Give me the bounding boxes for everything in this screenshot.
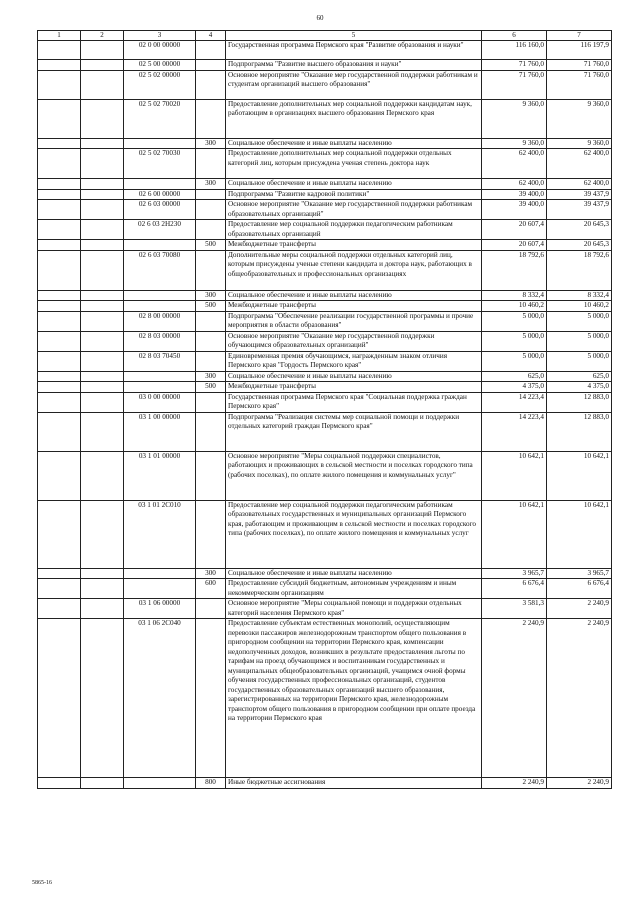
cell-name: Межбюджетные трансферты — [226, 382, 482, 393]
cell-name: Социальное обеспечение и иные выплаты населению — [226, 290, 482, 301]
column-number-row — [38, 31, 612, 41]
cell-value-6: 14 223,4 — [482, 412, 547, 451]
budget-table — [37, 30, 612, 789]
table-row — [38, 290, 612, 301]
cell-value-7: 20 645,3 — [547, 220, 612, 240]
cell-col2 — [81, 179, 124, 190]
cell-name: Подпрограмма "Развитие кадровой политики" — [226, 189, 482, 200]
cell-value-7: 5 000,0 — [547, 331, 612, 351]
table-row — [38, 392, 612, 412]
cell-value-7: 625,0 — [547, 371, 612, 382]
cell-col2 — [81, 579, 124, 599]
cell-col1 — [38, 331, 81, 351]
cell-value-6: 9 360,0 — [482, 99, 547, 138]
cell-code: 02 5 00 00000 — [124, 60, 196, 71]
cell-name: Иные бюджетные ассигнования — [226, 778, 482, 789]
table-row — [38, 301, 612, 312]
table-row — [38, 99, 612, 138]
cell-type — [196, 220, 226, 240]
cell-col1 — [38, 250, 81, 290]
cell-code — [124, 138, 196, 149]
cell-type: 300 — [196, 179, 226, 190]
cell-type — [196, 412, 226, 451]
cell-col1 — [38, 351, 81, 371]
cell-code: 02 6 03 2Н230 — [124, 220, 196, 240]
table-row — [38, 41, 612, 60]
cell-col2 — [81, 619, 124, 778]
cell-code: 03 1 01 2С010 — [124, 500, 196, 568]
cell-value-7: 9 360,0 — [547, 138, 612, 149]
table-row — [38, 382, 612, 393]
table-row — [38, 200, 612, 220]
cell-type — [196, 392, 226, 412]
cell-col2 — [81, 250, 124, 290]
column-header: 4 — [196, 31, 226, 41]
cell-col2 — [81, 220, 124, 240]
cell-value-6: 2 240,9 — [482, 778, 547, 789]
cell-name: Межбюджетные трансферты — [226, 301, 482, 312]
cell-type: 300 — [196, 138, 226, 149]
cell-type — [196, 60, 226, 71]
cell-type: 800 — [196, 778, 226, 789]
table-row — [38, 60, 612, 71]
cell-value-7: 3 965,7 — [547, 568, 612, 579]
cell-code — [124, 290, 196, 301]
column-header: 2 — [81, 31, 124, 41]
cell-type: 500 — [196, 301, 226, 312]
cell-col2 — [81, 138, 124, 149]
cell-col2 — [81, 41, 124, 60]
cell-value-7: 4 375,0 — [547, 382, 612, 393]
cell-value-6: 62 400,0 — [482, 179, 547, 190]
cell-code: 02 5 02 00000 — [124, 70, 196, 99]
cell-value-7: 2 240,9 — [547, 599, 612, 619]
cell-code — [124, 579, 196, 599]
table-row — [38, 371, 612, 382]
table-row — [38, 240, 612, 251]
cell-value-6: 5 000,0 — [482, 351, 547, 371]
table-row — [38, 500, 612, 568]
cell-name: Предоставление дополнительных мер социальной поддержки отдельных категорий лиц, которым присуждена ученая степень доктора наук — [226, 149, 482, 179]
cell-col2 — [81, 451, 124, 500]
cell-code — [124, 778, 196, 789]
cell-col1 — [38, 179, 81, 190]
table-row — [38, 311, 612, 331]
cell-col1 — [38, 200, 81, 220]
cell-name: Государственная программа Пермского края "Развитие образования и науки" — [226, 41, 482, 60]
cell-type — [196, 451, 226, 500]
table-row — [38, 778, 612, 789]
cell-col2 — [81, 331, 124, 351]
cell-value-7: 20 645,3 — [547, 240, 612, 251]
cell-col2 — [81, 568, 124, 579]
cell-type — [196, 619, 226, 778]
cell-col2 — [81, 189, 124, 200]
cell-col2 — [81, 200, 124, 220]
cell-value-6: 14 223,4 — [482, 392, 547, 412]
cell-value-6: 3 965,7 — [482, 568, 547, 579]
cell-col2 — [81, 412, 124, 451]
cell-value-7: 6 676,4 — [547, 579, 612, 599]
cell-col1 — [38, 220, 81, 240]
cell-name: Предоставление мер социальной поддержки педагогическим работникам образовательных организаций — [226, 220, 482, 240]
cell-type — [196, 331, 226, 351]
cell-name: Предоставление дополнительных мер социальной поддержки кандидатам наук, работающим в организациях высшего образования Пермского края — [226, 99, 482, 138]
cell-code — [124, 382, 196, 393]
cell-code: 02 0 00 00000 — [124, 41, 196, 60]
cell-value-7: 10 642,1 — [547, 451, 612, 500]
cell-type: 300 — [196, 290, 226, 301]
cell-col1 — [38, 371, 81, 382]
cell-value-6: 39 400,0 — [482, 189, 547, 200]
table-row — [38, 579, 612, 599]
cell-value-6: 39 400,0 — [482, 200, 547, 220]
cell-type — [196, 351, 226, 371]
cell-value-6: 62 400,0 — [482, 149, 547, 179]
cell-col1 — [38, 240, 81, 251]
cell-value-7: 71 760,0 — [547, 60, 612, 71]
table-row — [38, 220, 612, 240]
page-number: 60 — [316, 14, 324, 22]
cell-col1 — [38, 60, 81, 71]
cell-col1 — [38, 290, 81, 301]
cell-name: Основное мероприятие "Меры социальной помощи и поддержки отдельных категорий населения Пермского края" — [226, 599, 482, 619]
cell-col1 — [38, 412, 81, 451]
table-row — [38, 179, 612, 190]
table-row — [38, 189, 612, 200]
cell-code: 02 8 03 00000 — [124, 331, 196, 351]
cell-code: 02 6 00 00000 — [124, 189, 196, 200]
cell-value-7: 12 883,0 — [547, 412, 612, 451]
cell-code — [124, 568, 196, 579]
cell-col2 — [81, 60, 124, 71]
cell-type — [196, 41, 226, 60]
cell-value-6: 6 676,4 — [482, 579, 547, 599]
cell-value-6: 10 460,2 — [482, 301, 547, 312]
table-row — [38, 351, 612, 371]
cell-value-6: 20 607,4 — [482, 240, 547, 251]
cell-col1 — [38, 311, 81, 331]
cell-value-6: 71 760,0 — [482, 60, 547, 71]
cell-col2 — [81, 240, 124, 251]
cell-value-6: 18 792,6 — [482, 250, 547, 290]
cell-col1 — [38, 392, 81, 412]
cell-name: Межбюджетные трансферты — [226, 240, 482, 251]
cell-col2 — [81, 371, 124, 382]
cell-code: 02 5 02 70030 — [124, 149, 196, 179]
table-row — [38, 138, 612, 149]
cell-value-6: 2 240,9 — [482, 619, 547, 778]
cell-value-7: 39 437,9 — [547, 189, 612, 200]
cell-name: Основное мероприятие "Оказание мер государственной поддержки работникам и студентам организаций высшего образования" — [226, 70, 482, 99]
cell-code: 03 1 01 00000 — [124, 451, 196, 500]
cell-value-7: 10 642,1 — [547, 500, 612, 568]
cell-value-7: 5 000,0 — [547, 311, 612, 331]
footer-code: 5865-16 — [32, 880, 52, 886]
cell-col1 — [38, 579, 81, 599]
column-header: 3 — [124, 31, 196, 41]
cell-name: Социальное обеспечение и иные выплаты населению — [226, 371, 482, 382]
cell-name: Предоставление субсидий бюджетным, автономным учреждениям и иным некоммерческим организациям — [226, 579, 482, 599]
table-row — [38, 412, 612, 451]
cell-col1 — [38, 451, 81, 500]
cell-col1 — [38, 189, 81, 200]
cell-value-7: 10 460,2 — [547, 301, 612, 312]
cell-code: 03 1 00 00000 — [124, 412, 196, 451]
table-row — [38, 619, 612, 778]
table-row — [38, 149, 612, 179]
column-header: 7 — [547, 31, 612, 41]
table-row — [38, 250, 612, 290]
cell-col2 — [81, 301, 124, 312]
cell-col1 — [38, 500, 81, 568]
cell-col1 — [38, 99, 81, 138]
cell-value-6: 8 332,4 — [482, 290, 547, 301]
cell-name: Основное мероприятие "Меры социальной поддержки специалистов, работающих и проживающих в сельской местности и поселках городского типа (рабочих поселках), по оплате жилого помещения и коммунальных услуг" — [226, 451, 482, 500]
cell-col2 — [81, 392, 124, 412]
cell-value-6: 10 642,1 — [482, 500, 547, 568]
cell-type — [196, 189, 226, 200]
cell-value-7: 62 400,0 — [547, 179, 612, 190]
cell-value-7: 116 197,9 — [547, 41, 612, 60]
cell-value-6: 9 360,0 — [482, 138, 547, 149]
column-header: 1 — [38, 31, 81, 41]
cell-name: Подпрограмма "Обеспечение реализации государственной программы и прочие мероприятия в области образования" — [226, 311, 482, 331]
cell-type: 600 — [196, 579, 226, 599]
cell-code: 02 5 02 70020 — [124, 99, 196, 138]
cell-type — [196, 149, 226, 179]
table-row — [38, 568, 612, 579]
cell-value-6: 116 160,0 — [482, 41, 547, 60]
cell-value-7: 62 400,0 — [547, 149, 612, 179]
cell-name: Дополнительные меры социальной поддержки отдельных категорий лиц, которым присуждены ученые степени кандидата и доктора наук, работающих в общеобразовательных и профессиональных организациях — [226, 250, 482, 290]
cell-name: Подпрограмма "Реализация системы мер социальной помощи и поддержки отдельных категорий граждан Пермского края" — [226, 412, 482, 451]
cell-col2 — [81, 70, 124, 99]
cell-name: Социальное обеспечение и иные выплаты населению — [226, 179, 482, 190]
cell-value-7: 71 760,0 — [547, 70, 612, 99]
cell-type — [196, 70, 226, 99]
cell-col1 — [38, 568, 81, 579]
cell-code — [124, 179, 196, 190]
cell-code — [124, 301, 196, 312]
cell-col1 — [38, 138, 81, 149]
cell-value-6: 4 375,0 — [482, 382, 547, 393]
cell-type — [196, 250, 226, 290]
cell-code: 02 8 00 00000 — [124, 311, 196, 331]
cell-name: Государственная программа Пермского края "Социальная поддержка граждан Пермского края" — [226, 392, 482, 412]
cell-code: 02 6 03 00000 — [124, 200, 196, 220]
cell-name: Единовременная премия обучающимся, награжденным знаком отличия Пермского края "Гордость Пермского края" — [226, 351, 482, 371]
cell-type: 500 — [196, 382, 226, 393]
cell-col1 — [38, 599, 81, 619]
cell-code: 03 1 06 2С040 — [124, 619, 196, 778]
cell-type: 500 — [196, 240, 226, 251]
cell-col2 — [81, 778, 124, 789]
cell-name: Предоставление субъектам естественных монополий, осуществляющим перевозки пассажиров железнодорожным транспортом общего пользования в пригородном сообщении на территории Пермского края, компенсации недополученных доходов, возникших в результате предоставления льготы по тарифам на проезд обучающимся и воспитанникам государственных и муниципальных общеобразовательных организаций, учащимся очной формы обучения государственных профессиональных организаций, студентов государственных образовательных организаций высшего образования, зарегистрированных на территории Пермского края, железнодорожным транспортом общего пользования в пригородном сообщении при оплате проезда на территории Пермского края — [226, 619, 482, 778]
cell-col1 — [38, 149, 81, 179]
cell-type: 300 — [196, 568, 226, 579]
table-row — [38, 331, 612, 351]
cell-col1 — [38, 382, 81, 393]
cell-code — [124, 371, 196, 382]
cell-code: 02 6 03 70080 — [124, 250, 196, 290]
cell-value-6: 71 760,0 — [482, 70, 547, 99]
cell-value-6: 20 607,4 — [482, 220, 547, 240]
cell-type — [196, 599, 226, 619]
cell-name: Основное мероприятие "Оказание мер государственной поддержки обучающимся образовательных организаций" — [226, 331, 482, 351]
cell-value-7: 39 437,9 — [547, 200, 612, 220]
cell-col1 — [38, 301, 81, 312]
cell-col2 — [81, 290, 124, 301]
cell-name: Предоставление мер социальной поддержки педагогическим работникам образовательных государственных и муниципальных организаций Пермского края, работающим и проживающим в сельской местности и поселках городского типа (рабочих поселках), по оплате жилого помещения и коммунальных услуг — [226, 500, 482, 568]
cell-type — [196, 500, 226, 568]
cell-col2 — [81, 500, 124, 568]
cell-col1 — [38, 619, 81, 778]
table-row — [38, 70, 612, 99]
cell-value-7: 18 792,6 — [547, 250, 612, 290]
column-header: 6 — [482, 31, 547, 41]
cell-type — [196, 200, 226, 220]
cell-value-6: 3 581,3 — [482, 599, 547, 619]
cell-value-7: 2 240,9 — [547, 778, 612, 789]
cell-value-7: 8 332,4 — [547, 290, 612, 301]
cell-value-7: 9 360,0 — [547, 99, 612, 138]
cell-code — [124, 240, 196, 251]
cell-col2 — [81, 311, 124, 331]
cell-col2 — [81, 599, 124, 619]
table-row — [38, 451, 612, 500]
cell-value-7: 12 883,0 — [547, 392, 612, 412]
cell-value-6: 10 642,1 — [482, 451, 547, 500]
cell-name: Социальное обеспечение и иные выплаты населению — [226, 138, 482, 149]
cell-type: 300 — [196, 371, 226, 382]
cell-name: Подпрограмма "Развитие высшего образования и науки" — [226, 60, 482, 71]
cell-value-6: 625,0 — [482, 371, 547, 382]
table-row — [38, 599, 612, 619]
cell-col1 — [38, 778, 81, 789]
cell-col2 — [81, 382, 124, 393]
cell-col2 — [81, 149, 124, 179]
column-header: 5 — [226, 31, 482, 41]
cell-type — [196, 99, 226, 138]
cell-type — [196, 311, 226, 331]
cell-value-6: 5 000,0 — [482, 331, 547, 351]
cell-name: Социальное обеспечение и иные выплаты населению — [226, 568, 482, 579]
cell-col2 — [81, 99, 124, 138]
cell-code: 03 1 06 00000 — [124, 599, 196, 619]
cell-value-7: 2 240,9 — [547, 619, 612, 778]
cell-code: 02 8 03 70450 — [124, 351, 196, 371]
cell-value-6: 5 000,0 — [482, 311, 547, 331]
cell-name: Основное мероприятие "Оказание мер государственной поддержки работникам образовательных организаций" — [226, 200, 482, 220]
cell-code: 03 0 00 00000 — [124, 392, 196, 412]
cell-col1 — [38, 41, 81, 60]
cell-value-7: 5 000,0 — [547, 351, 612, 371]
cell-col2 — [81, 351, 124, 371]
cell-col1 — [38, 70, 81, 99]
